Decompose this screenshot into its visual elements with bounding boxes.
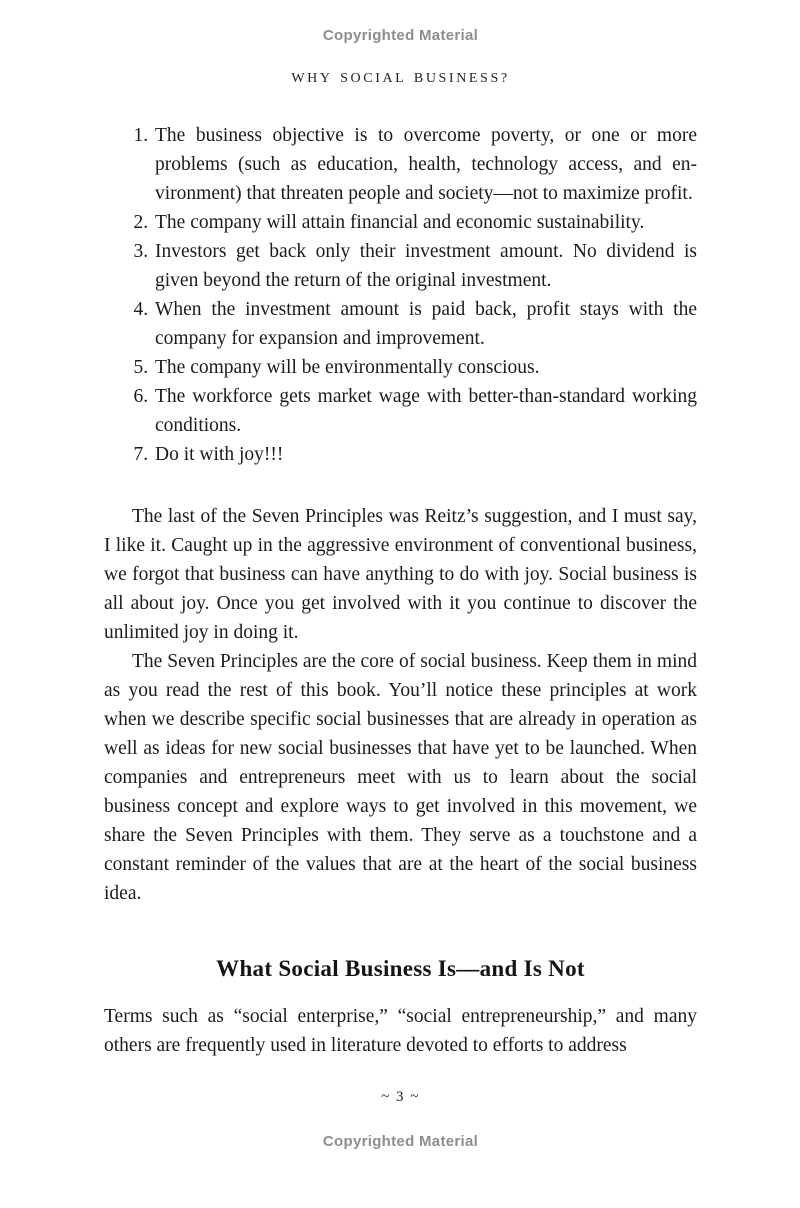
principles-list: [104, 121, 697, 469]
paragraph-seven-principles-core: The Seven Principles are the core of social business. Keep them in mind as you read the rest of this book. You’ll notice these principles at work when we describe specific social businesses that are already in operation as well as ideas for new social businesses that have yet to be launched. When companies and entrepreneurs meet with us to learn about the social business concept and explore ways to get involved in this movement, we share the Seven Principles with them. They serve as a touchstone and a constant reminder of the values that are at the heart of the social business idea.: [104, 651, 697, 904]
principle-item-2: 2. The company will attain financial and economic sustainability.: [153, 208, 697, 237]
paragraph-terms: Terms such as “social enterprise,” “social entrepreneurship,” and many others are frequently used in literature devoted to efforts to address: [104, 1006, 697, 1056]
running-head: WHY SOCIAL BUSINESS?: [291, 71, 510, 86]
principle-item-1: 1. The business objective is to overcome poverty, or one or more problems (such as education, health, technology access, and environment) that threaten people and society—not to maximize profit.: [153, 121, 697, 208]
copyright-notice-bottom: Copyrighted Material: [322, 1133, 479, 1150]
section-heading: What Social Business Is—and Is Not: [216, 956, 585, 981]
copyright-notice-top: Copyrighted Material: [322, 27, 479, 44]
page-number: ~ 3 ~: [381, 1089, 420, 1105]
principle-item-6: 6. The workforce gets market wage with better-than-standard working conditions.: [153, 382, 697, 440]
principle-item-3: 3. Investors get back only their investment amount. No dividend is given beyond the return of the original investment.: [153, 237, 697, 295]
paragraph-seven-principles-joy: The last of the Seven Principles was Reitz’s suggestion, and I must say, I like it. Caught up in the aggressive environment of conventional business, we forgot that business can have anything to do with joy. Social business is all about joy. Once you get involved with it you continue to discover the unlimited joy in doing it.: [104, 506, 697, 643]
principle-item-4: 4. When the investment amount is paid back, profit stays with the company for expansion and improvement.: [153, 295, 697, 353]
principle-item-5: 5. The company will be environmentally conscious.: [153, 353, 697, 382]
principle-item-7: 7. Do it with joy!!!: [153, 440, 697, 469]
